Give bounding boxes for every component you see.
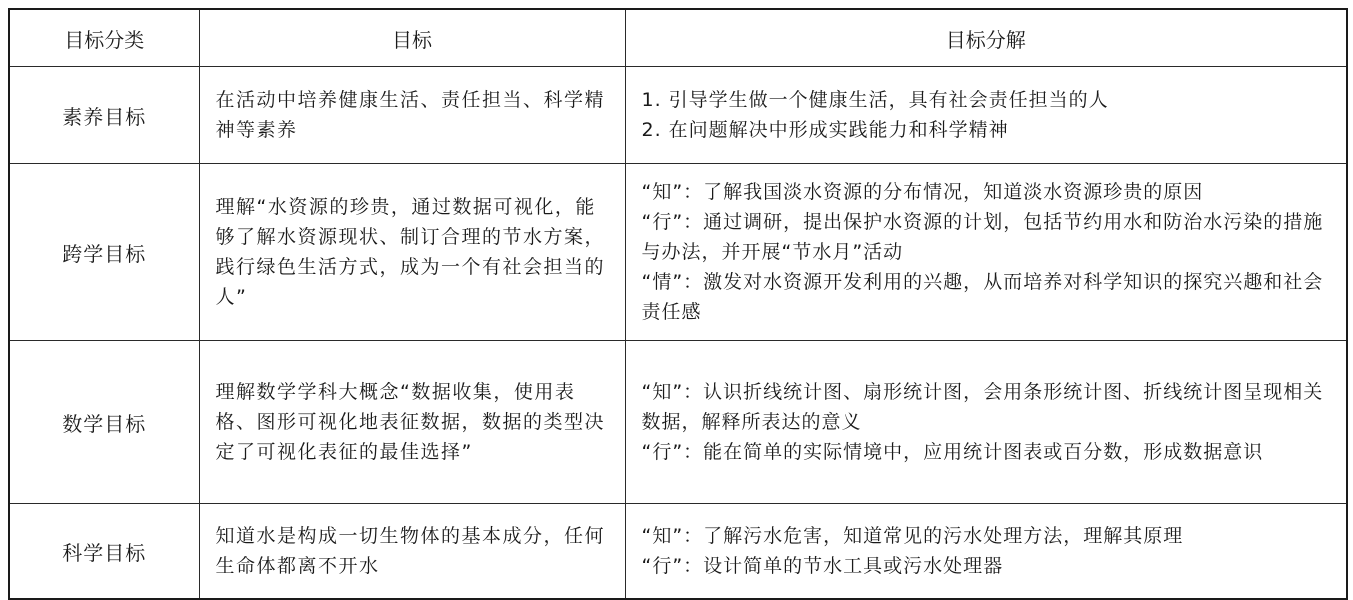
header-row [9, 9, 1347, 67]
decomposition-line: “行”：通过调研，提出保护水资源的计划，包括节约用水和防治水污染的措施与办法，并开展“节水月”活动 [641, 211, 1324, 263]
decomposition-cell [625, 164, 1347, 341]
goal-table-container [8, 8, 1346, 600]
category-cell: 跨学目标 [9, 164, 199, 341]
goal-cell: 理解数学学科大概念“数据收集，使用表格、图形可视化地表征数据，数据的类型决定了可视化表征的最佳选择” [199, 341, 625, 504]
decomposition-cell [625, 341, 1347, 504]
category-cell: 素养目标 [9, 67, 199, 164]
header-category: 目标分类 [9, 9, 199, 67]
category-cell: 数学目标 [9, 341, 199, 504]
decomposition-line: “知”：了解我国淡水资源的分布情况，知道淡水资源珍贵的原因 [641, 181, 1204, 203]
decomposition-line: “情”：激发对水资源开发利用的兴趣，从而培养对科学知识的探究兴趣和社会责任感 [641, 271, 1324, 323]
decomposition-line: “知”：了解污水危害，知道常见的污水处理方法，理解其原理 [641, 525, 1184, 547]
goal-cell: 知道水是构成一切生物体的基本成分，任何生命体都离不开水 [199, 504, 625, 600]
decomposition-line: “行”：设计简单的节水工具或污水处理器 [641, 555, 1004, 577]
goal-cell: 在活动中培养健康生活、责任担当、科学精神等素养 [199, 67, 625, 164]
category-cell: 科学目标 [9, 504, 199, 600]
table-row [9, 341, 1347, 504]
header-decomposition: 目标分解 [625, 9, 1347, 67]
decomposition-line: “行”：能在简单的实际情境中，应用统计图表或百分数，形成数据意识 [641, 441, 1264, 463]
goal-table [8, 8, 1348, 600]
header-goal: 目标 [199, 9, 625, 67]
decomposition-line: 1. 引导学生做一个健康生活，具有社会责任担当的人 [641, 89, 1109, 111]
table-row [9, 67, 1347, 164]
goal-cell: 理解“水资源的珍贵，通过数据可视化，能够了解水资源现状、制订合理的节水方案，践行绿色生活方式，成为一个有社会担当的人” [199, 164, 625, 341]
table-row [9, 164, 1347, 341]
table-row [9, 504, 1347, 600]
decomposition-line: 2. 在问题解决中形成实践能力和科学精神 [641, 119, 1009, 141]
decomposition-cell [625, 504, 1347, 600]
decomposition-cell [625, 67, 1347, 164]
decomposition-line: “知”：认识折线统计图、扇形统计图，会用条形统计图、折线统计图呈现相关数据，解释所表达的意义 [641, 381, 1324, 433]
